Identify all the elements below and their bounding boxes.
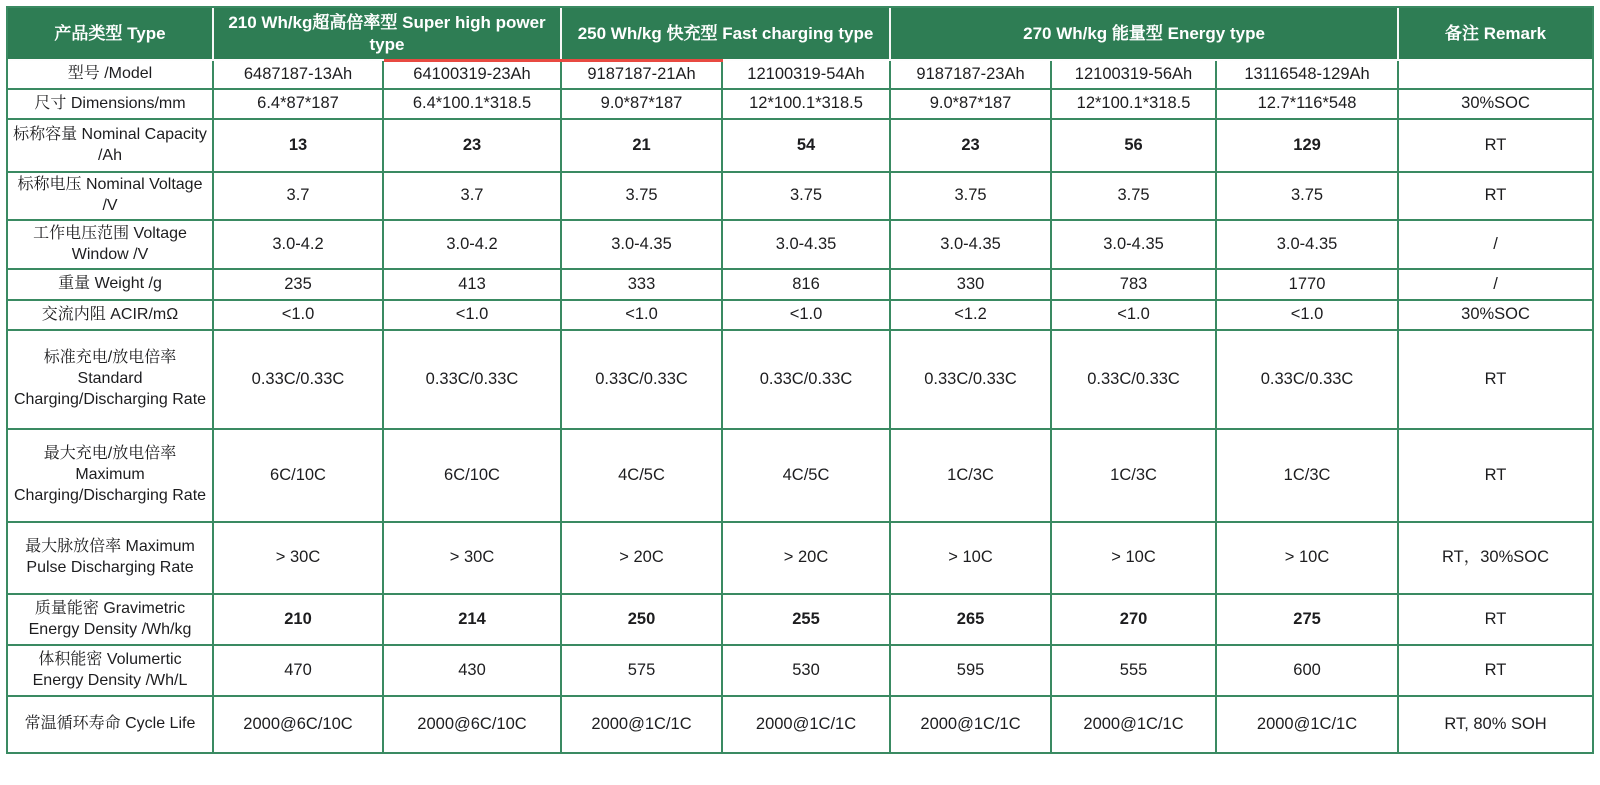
cell-remark: 30%SOC [1399, 90, 1592, 120]
cell-value: 250 [562, 595, 723, 646]
table-row [8, 595, 1592, 646]
cell-remark: RT [1399, 595, 1592, 646]
cell-value: 0.33C/0.33C [562, 331, 723, 430]
cell-value: 2000@6C/10C [214, 697, 384, 752]
table-row [8, 90, 1592, 120]
cell-value: > 10C [1052, 523, 1217, 595]
cell-remark: RT [1399, 646, 1592, 697]
row-label: 标称容量 Nominal Capacity /Ah [8, 120, 214, 173]
cell-value: 3.75 [562, 173, 723, 221]
cell-remark: 30%SOC [1399, 301, 1592, 331]
cell-value: 3.0-4.2 [214, 221, 384, 270]
cell-value: 3.0-4.35 [1052, 221, 1217, 270]
cell-remark [1399, 61, 1592, 90]
cell-remark: RT, 80% SOH [1399, 697, 1592, 752]
cell-value: 4C/5C [723, 430, 891, 523]
cell-value: 0.33C/0.33C [214, 331, 384, 430]
cell-value: 3.0-4.35 [891, 221, 1052, 270]
cell-value: 816 [723, 270, 891, 301]
row-label: 最大充电/放电倍率 Maximum Charging/Discharging Rate [8, 430, 214, 523]
cell-value: 56 [1052, 120, 1217, 173]
cell-value: 330 [891, 270, 1052, 301]
cell-value: 6.4*100.1*318.5 [384, 90, 562, 120]
cell-value: 23 [384, 120, 562, 173]
cell-value: <1.0 [384, 301, 562, 331]
remark-header: 备注 Remark [1399, 8, 1592, 61]
cell-value: 210 [214, 595, 384, 646]
cell-value: 6.4*87*187 [214, 90, 384, 120]
cell-value: 2000@1C/1C [1052, 697, 1217, 752]
row-label: 尺寸 Dimensions/mm [8, 90, 214, 120]
header-row [8, 8, 1592, 61]
table-row [8, 430, 1592, 523]
row-label: 标准充电/放电倍率 Standard Charging/Discharging Rate [8, 331, 214, 430]
cell-value: <1.2 [891, 301, 1052, 331]
cell-value: 783 [1052, 270, 1217, 301]
cell-value: 470 [214, 646, 384, 697]
cell-remark: / [1399, 221, 1592, 270]
group-header-210whkg: 210 Wh/kg超高倍率型 Super high power type [214, 8, 562, 61]
cell-value: 600 [1217, 646, 1399, 697]
cell-value: 0.33C/0.33C [1052, 331, 1217, 430]
cell-value: 575 [562, 646, 723, 697]
row-label: 工作电压范围 Voltage Window /V [8, 221, 214, 270]
cell-value: 1C/3C [1217, 430, 1399, 523]
cell-remark: RT [1399, 120, 1592, 173]
cell-value: 595 [891, 646, 1052, 697]
cell-value: 23 [891, 120, 1052, 173]
cell-value: 9.0*87*187 [562, 90, 723, 120]
cell-value: 3.0-4.35 [723, 221, 891, 270]
cell-value: 0.33C/0.33C [891, 331, 1052, 430]
red-underline [384, 59, 723, 62]
cell-value: 333 [562, 270, 723, 301]
cell-value: <1.0 [214, 301, 384, 331]
cell-value: > 30C [384, 523, 562, 595]
table-row [8, 697, 1592, 752]
table-row [8, 173, 1592, 221]
cell-value: 2000@1C/1C [891, 697, 1052, 752]
cell-value: 413 [384, 270, 562, 301]
cell-value: 13 [214, 120, 384, 173]
table-row [8, 61, 1592, 90]
cell-value: 3.7 [384, 173, 562, 221]
cell-value: 430 [384, 646, 562, 697]
cell-value: 2000@6C/10C [384, 697, 562, 752]
cell-value: 9.0*87*187 [891, 90, 1052, 120]
table-row [8, 120, 1592, 173]
cell-value: <1.0 [1052, 301, 1217, 331]
cell-remark: RT [1399, 430, 1592, 523]
cell-value: 12*100.1*318.5 [1052, 90, 1217, 120]
cell-value: <1.0 [1217, 301, 1399, 331]
row-label: 最大脉放倍率 Maximum Pulse Discharging Rate [8, 523, 214, 595]
group-header-270whkg: 270 Wh/kg 能量型 Energy type [891, 8, 1399, 61]
row-label: 标称电压 Nominal Voltage /V [8, 173, 214, 221]
cell-value: 21 [562, 120, 723, 173]
table-row [8, 646, 1592, 697]
cell-value: 3.0-4.35 [562, 221, 723, 270]
cell-value: 1C/3C [1052, 430, 1217, 523]
cell-value: 64100319-23Ah [384, 61, 562, 90]
cell-value: 12*100.1*318.5 [723, 90, 891, 120]
row-label: 型号 /Model [8, 61, 214, 90]
cell-value: > 20C [723, 523, 891, 595]
cell-value: 0.33C/0.33C [723, 331, 891, 430]
cell-value: 255 [723, 595, 891, 646]
cell-value: 3.75 [1217, 173, 1399, 221]
cell-value: 4C/5C [562, 430, 723, 523]
cell-value: 0.33C/0.33C [1217, 331, 1399, 430]
table-row [8, 331, 1592, 430]
cell-value: 214 [384, 595, 562, 646]
cell-value: 9187187-23Ah [891, 61, 1052, 90]
cell-remark: RT，30%SOC [1399, 523, 1592, 595]
table-row [8, 301, 1592, 331]
cell-value: 6C/10C [384, 430, 562, 523]
cell-value: 3.7 [214, 173, 384, 221]
cell-remark: RT [1399, 331, 1592, 430]
cell-value: 1C/3C [891, 430, 1052, 523]
battery-spec-table [6, 6, 1594, 754]
cell-value: <1.0 [723, 301, 891, 331]
row-label: 重量 Weight /g [8, 270, 214, 301]
cell-value: > 20C [562, 523, 723, 595]
cell-value: > 10C [891, 523, 1052, 595]
cell-value: 12100319-54Ah [723, 61, 891, 90]
cell-value: 3.75 [891, 173, 1052, 221]
row-label: 交流内阻 ACIR/mΩ [8, 301, 214, 331]
cell-value: 6487187-13Ah [214, 61, 384, 90]
row-label: 质量能密 Gravimetric Energy Density /Wh/kg [8, 595, 214, 646]
cell-value: 0.33C/0.33C [384, 331, 562, 430]
cell-value: 9187187-21Ah [562, 61, 723, 90]
cell-value: 3.75 [723, 173, 891, 221]
cell-value: 12100319-56Ah [1052, 61, 1217, 90]
cell-value: <1.0 [562, 301, 723, 331]
cell-value: 555 [1052, 646, 1217, 697]
cell-value: 2000@1C/1C [1217, 697, 1399, 752]
cell-value: 2000@1C/1C [562, 697, 723, 752]
cell-value: 2000@1C/1C [723, 697, 891, 752]
cell-value: 6C/10C [214, 430, 384, 523]
cell-value: 3.0-4.35 [1217, 221, 1399, 270]
table-row [8, 270, 1592, 301]
cell-value: 13116548-129Ah [1217, 61, 1399, 90]
row-label: 常温循环寿命 Cycle Life [8, 697, 214, 752]
cell-value: 270 [1052, 595, 1217, 646]
cell-value: 530 [723, 646, 891, 697]
cell-value: > 30C [214, 523, 384, 595]
cell-value: 12.7*116*548 [1217, 90, 1399, 120]
cell-value: 265 [891, 595, 1052, 646]
row-label: 体积能密 Volumertic Energy Density /Wh/L [8, 646, 214, 697]
cell-value: 54 [723, 120, 891, 173]
cell-value: 129 [1217, 120, 1399, 173]
table-row [8, 221, 1592, 270]
cell-value: 3.0-4.2 [384, 221, 562, 270]
cell-remark: / [1399, 270, 1592, 301]
cell-remark: RT [1399, 173, 1592, 221]
cell-value: > 10C [1217, 523, 1399, 595]
cell-value: 275 [1217, 595, 1399, 646]
cell-value: 1770 [1217, 270, 1399, 301]
group-header-250whkg: 250 Wh/kg 快充型 Fast charging type [562, 8, 891, 61]
cell-value: 235 [214, 270, 384, 301]
corner-header-product-type: 产品类型 Type [8, 8, 214, 61]
table-row [8, 523, 1592, 595]
cell-value: 3.75 [1052, 173, 1217, 221]
